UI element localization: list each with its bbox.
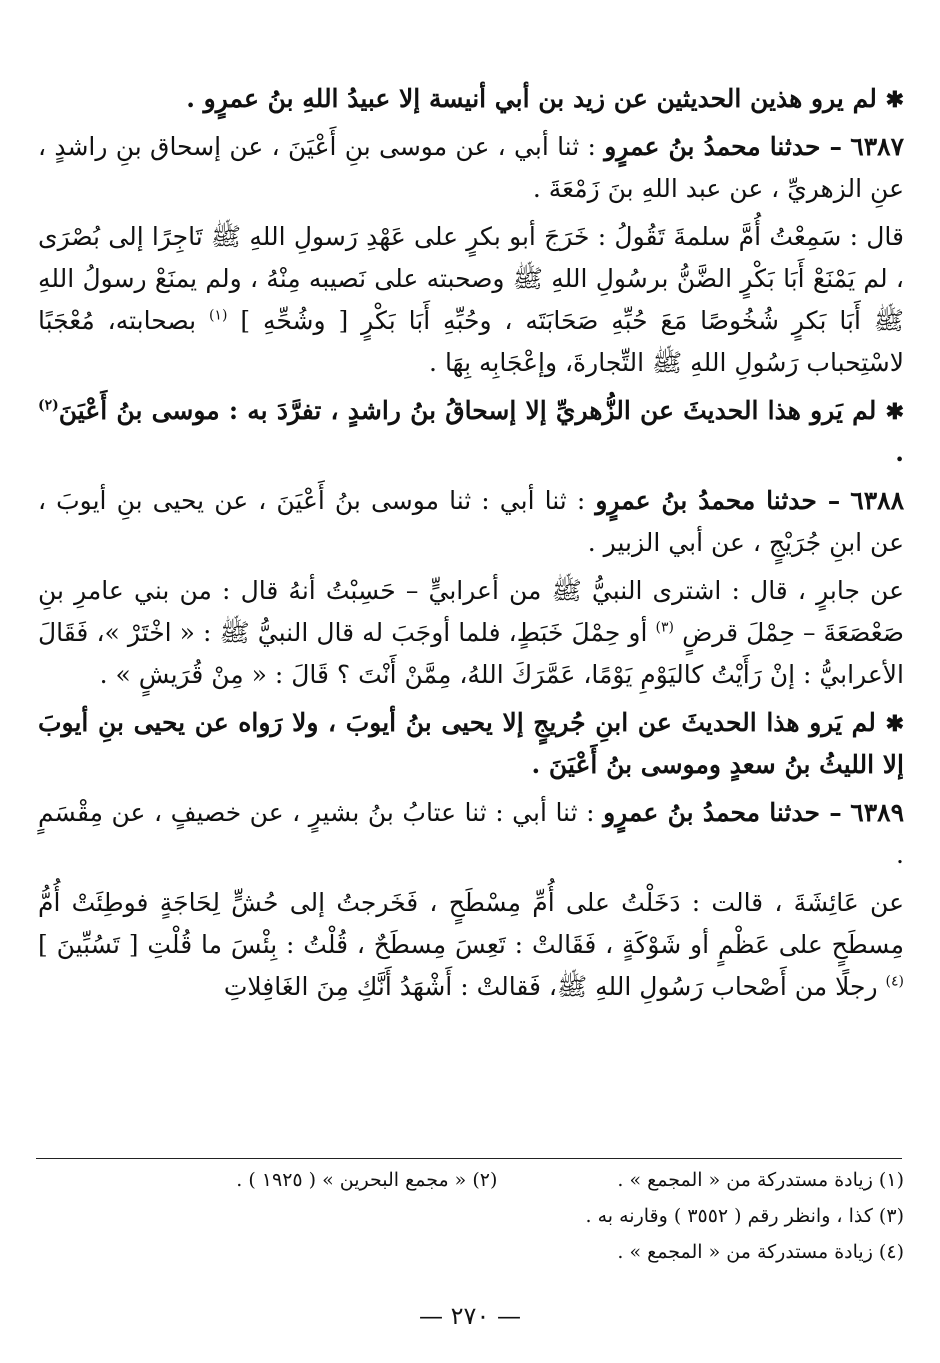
footnote-4: (٤) زيادة مستدركة من « المجمع » .: [617, 1241, 904, 1264]
hadith-lead: – حدثنا محمدُ بنُ عمرٍو: [603, 798, 842, 827]
star-icon: ✱: [885, 711, 904, 737]
hadith-6388-isnad: [38, 480, 904, 564]
editor-note-3-text: لم يَرو هذا الحديثَ عن ابنِ جُريجٍ إلا يحيى بنُ أيوبَ ، ولا رَواه عن يحيى بنِ أيوبَ إلا الليثُ بنُ سعدٍ وموسى بنُ أَعْيَنَ .: [38, 708, 904, 779]
footnote-ref: (٢): [38, 397, 59, 414]
editor-note-3: [38, 702, 904, 786]
footnote-ref: (٣): [655, 619, 674, 636]
matn-text: بصحابته، مُعْجَبًا لاسْتِحباب رَسُولِ اللهِ ﷺ التِّجارةَ، وإعْجَابِه بِهَا .: [38, 306, 904, 377]
editor-note-2: [38, 390, 904, 474]
footnote-row: [38, 1198, 904, 1234]
footnote-ref: (١): [208, 307, 228, 324]
matn-text: عن جابرٍ ، قال : اشترى النبيُّ ﷺ من أعرابيٍّ – حَسِبْتُ أنهُ قال : من بني عامرِ بنِ صَعْصَعَةَ – حِمْلَ قرضٍ: [38, 576, 904, 647]
footnote-row: [38, 1162, 904, 1198]
hadith-6389-matn: [38, 882, 904, 1008]
hadith-6387-isnad: [38, 126, 904, 210]
page-body: [38, 78, 904, 1014]
editor-note-1: [38, 78, 904, 120]
star-icon: ✱: [885, 87, 904, 113]
star-icon: ✱: [885, 399, 904, 425]
hadith-number: ٦٣٨٧: [850, 132, 905, 161]
sentence-end: .: [895, 438, 904, 467]
footnote-ref: (٤): [885, 973, 904, 990]
page-number: — ٢٧٠ —: [419, 1302, 521, 1330]
hadith-6389-isnad: [38, 792, 904, 876]
footnote-divider: [36, 1158, 902, 1159]
footnote-row: [38, 1234, 904, 1270]
matn-text: قال : سَمِعْتُ أُمَّ سلمةَ تَقُولُ : خَرَجَ أبو بكرٍ على عَهْدِ رَسولِ اللهِ ﷺ تَاجِرًا إلى بُصْرَى ، لم يَمْنَعْ أَبَا بَكْرٍ الضَّنُّ برسُولِ اللهِ ﷺ وصحبته على نَصيبه مِنْهُ ، ولم يمنَعْ رسولُ اللهِ ﷺ أَبَا بَكرٍ شُخُوصًا مَعَ حُبِّهِ صَحَابَتَه ، وحُبِّهِ أَبَا بَكْرٍ [ وشُحِّهِ ]: [38, 222, 904, 335]
footnote-2: (٢) « مجمع البحرين » ( ١٩٢٥ ) .: [236, 1169, 498, 1191]
matn-text: أو حِمْلَ خَبَطٍ، فلما أوجَبَ له قال النبيُّ ﷺ : « اخْتَرْ »، فَقَالَ الأعرابيُّ : إنْ رَأَيْتُ كاليَوْمِ يَوْمًا، عَمَّرَكَ اللهُ، مِمَّنْ أَنْتَ ؟ قَالَ : « مِنْ قُرَيشٍ » .: [38, 618, 904, 689]
matn-text: عن عَائِشَةَ ، قالت : دَخَلْتُ على أُمِّ مِسْطَحٍ ، فَخَرجتُ إلى حُشٍّ لِحَاجَةٍ فوطِئَتْ أُمُّ مِسطَحٍ على عَظْمٍ أو شَوْكَةٍ ، فَقَالتْ : تَعِسَ مِسطَحٌ ، قُلْتُ : بِئْسَ ما قُلْتِ [ تَسُبِّينَ ]: [38, 888, 904, 959]
hadith-lead: – حدثنا محمدُ بنُ عمرٍو: [604, 132, 842, 161]
hadith-6388-matn: [38, 570, 904, 696]
footnotes: [38, 1162, 904, 1270]
hadith-isnad: : ثنا أبي ، عن موسى بنِ أَعْيَنَ ، عن إسحاق بنِ راشدٍ ، عنِ الزهريِّ ، عن عبد اللهِ بنَ زَمْعَةَ .: [38, 132, 904, 203]
hadith-number: ٦٣٨٨: [850, 486, 904, 515]
hadith-number: ٦٣٨٩: [850, 798, 905, 827]
footnote-1: (١) زيادة مستدركة من « المجمع » .: [617, 1169, 904, 1191]
footnote-3: (٣) كذا ، وانظر رقم ( ٣٥٥٢ ) وقارنه به .: [585, 1205, 904, 1228]
hadith-6387-matn: [38, 216, 904, 384]
editor-note-1-text: لم يرو هذين الحديثين عن زيد بن أبي أنيسة إلا عبيدُ اللهِ بنُ عمرٍو .: [186, 84, 877, 113]
matn-text: رجلًا من أَصْحاب رَسُولِ اللهِ ﷺ، فَقالتْ : أَشْهَدُ أَنَّكِ مِنَ الغَافِلاتِ: [223, 972, 878, 1001]
editor-note-2-text: لم يَرو هذا الحديثَ عن الزُّهريِّ إلا إسحاقُ بنُ راشدٍ ، تفرَّدَ به : موسى بنُ أَعْيَنَ: [58, 396, 877, 425]
hadith-isnad: : ثنا أبي : ثنا عتابُ بنُ بشيرٍ ، عن خصيفٍ ، عن مِقْسَمٍ .: [38, 798, 904, 869]
hadith-lead: – حدثنا محمدُ بنُ عمرٍو: [595, 486, 841, 515]
hadith-isnad: : ثنا أبي : ثنا موسى بنُ أَعْيَنَ ، عن يحيى بنِ أيوبَ ، عن ابنِ جُرَيْجٍ ، عن أبي الزبير .: [38, 486, 904, 557]
